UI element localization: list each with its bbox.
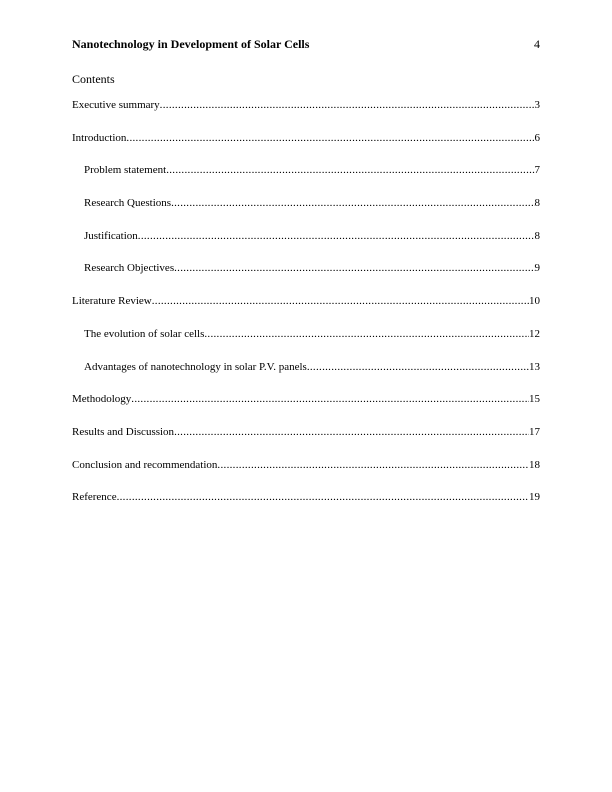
dot-leader [166,162,534,178]
toc-entry-label: Literature Review [72,295,152,308]
toc-entry-executive-summary[interactable] [72,97,540,113]
dot-leader [117,489,529,505]
toc-entry-page: 9 [534,262,540,275]
toc-entry-page: 8 [534,229,540,242]
dot-leader [204,326,529,342]
toc-entry-research-questions[interactable] [72,195,540,211]
toc-entry-label: Justification [84,229,138,242]
toc-entry-problem-statement[interactable] [72,162,540,178]
dot-leader [171,195,534,211]
page-header [72,36,540,52]
toc-entry-label: The evolution of solar cells [84,327,205,340]
toc-entry-reference[interactable] [72,489,540,505]
toc-entry-page: 12 [529,327,540,340]
toc-entry-label: Conclusion and recommendation [72,458,218,471]
toc-entry-label: Executive summary [72,99,160,111]
dot-leader [307,359,529,375]
toc-entry-advantages-of-nanotechnology[interactable] [72,359,540,375]
toc-entry-literature-review[interactable] [72,293,540,309]
toc-entry-page: 7 [534,164,540,177]
toc-entry-label: Introduction [72,131,127,144]
toc-entry-introduction[interactable] [72,130,540,146]
page-number: 4 [534,37,540,51]
toc-entry-label: Research Questions [84,197,172,210]
toc-entry-page: 18 [529,458,540,471]
toc-entry-label: Methodology [72,393,132,406]
toc-entry-justification[interactable] [72,228,540,244]
dot-leader [174,260,534,276]
toc-entry-evolution-of-solar-cells[interactable] [72,326,540,342]
toc-entry-page: 13 [529,360,540,373]
dot-leader [131,391,529,407]
toc-entry-research-objectives[interactable] [72,260,540,276]
dot-leader [160,97,535,113]
toc-entry-results-and-discussion[interactable] [72,424,540,440]
dot-leader [126,130,534,146]
table-of-contents [72,97,540,522]
toc-entry-methodology[interactable] [72,391,540,407]
toc-entry-label: Problem statement [84,164,167,177]
toc-entry-page: 19 [529,491,540,504]
toc-entry-page: 8 [534,197,540,210]
toc-entry-label: Results and Discussion [72,425,175,438]
dot-leader [217,457,529,473]
toc-entry-page: 3 [534,99,540,111]
running-head-title: Nanotechnology in Development of Solar Cells [72,37,310,51]
toc-entry-label: Advantages of nanotechnology in solar P.V. panels [84,360,307,373]
contents-heading: Contents [72,72,115,86]
dot-leader [174,424,529,440]
toc-entry-conclusion[interactable] [72,457,540,473]
toc-entry-page: 15 [529,393,540,406]
dot-leader [138,228,535,244]
toc-entry-page: 6 [534,131,540,144]
toc-entry-page: 17 [529,425,540,438]
dot-leader [152,293,529,309]
toc-entry-label: Research Objectives [84,262,175,275]
toc-entry-page: 10 [529,295,540,308]
toc-entry-label: Reference [72,491,117,504]
